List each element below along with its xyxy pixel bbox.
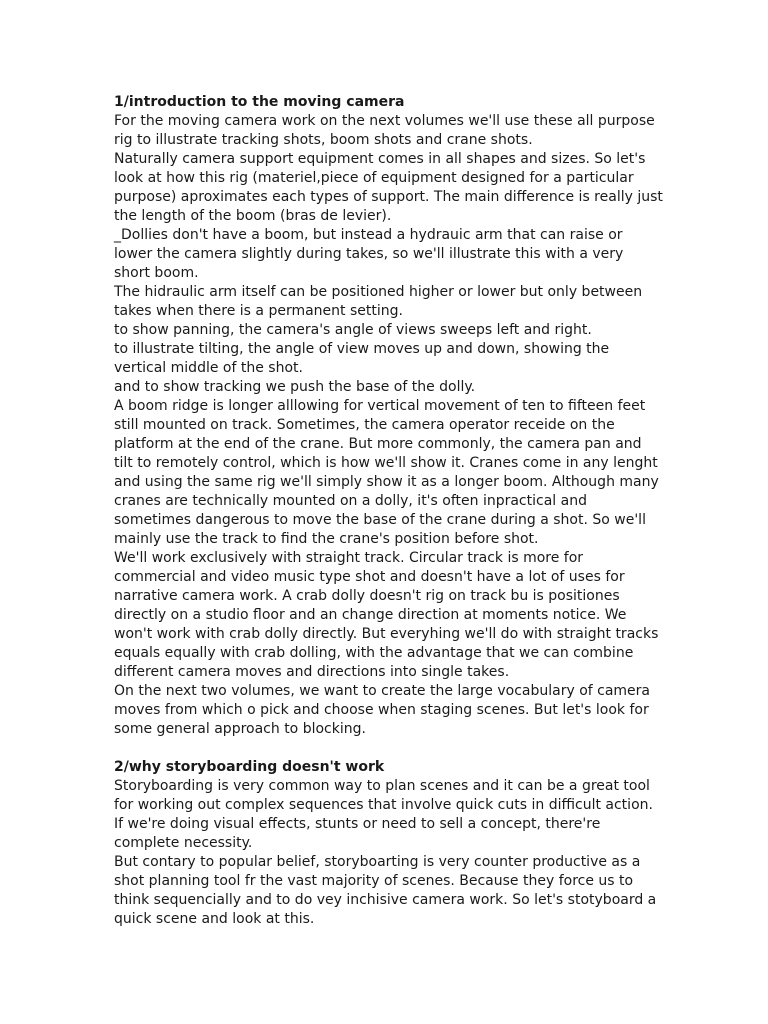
- text-line: The hidraulic arm itself can be positioned higher or lower but only between: [114, 284, 643, 300]
- text-line: won't work with crab dolly directly. But everyhing we'll do with straight tracks: [114, 626, 659, 642]
- text-line: think sequencially and to do vey inchisive camera work. So let's stotyboard a: [114, 892, 657, 908]
- text-line: narrative camera work. A crab dolly doesn't rig on track bu is positiones: [114, 588, 620, 604]
- text-line: directly on a studio floor and an change direction at moments notice. We: [114, 607, 627, 623]
- text-line: still mounted on track. Sometimes, the camera operator receide on the: [114, 417, 615, 433]
- text-line: mainly use the track to find the crane's position before shot.: [114, 531, 539, 547]
- text-line: lower the camera slightly during takes, so we'll illustrate this with a very: [114, 246, 624, 262]
- text-line: equals equally with crab dolling, with the advantage that we can combine: [114, 645, 634, 661]
- text-line: platform at the end of the crane. But more commonly, the camera pan and: [114, 436, 642, 452]
- text-line: tilt to remotely control, which is how we'll show it. Cranes come in any lenght: [114, 455, 658, 471]
- section-heading: 1/introduction to the moving camera: [114, 94, 405, 110]
- text-line: and to show tracking we push the base of the dolly.: [114, 379, 476, 395]
- text-line: A boom ridge is longer alllowing for vertical movement of ten to fifteen feet: [114, 398, 646, 414]
- section-heading: 2/why storyboarding doesn't work: [114, 759, 385, 775]
- text-line: purpose) aproximates each types of support. The main difference is really just: [114, 189, 663, 205]
- text-line: shot planning tool fr the vast majority of scenes. Because they force us to: [114, 873, 634, 889]
- text-line: takes when there is a permanent setting.: [114, 303, 403, 319]
- text-line: short boom.: [114, 265, 199, 281]
- text-line: sometimes dangerous to move the base of the crane during a shot. So we'll: [114, 512, 646, 528]
- section-2: [114, 758, 674, 929]
- text-line: to show panning, the camera's angle of views sweeps left and right.: [114, 322, 592, 338]
- text-line: rig to illustrate tracking shots, boom shots and crane shots.: [114, 132, 533, 148]
- text-line: cranes are technically mounted on a dolly, it's often inpractical and: [114, 493, 587, 509]
- text-line: and using the same rig we'll simply show it as a longer boom. Although many: [114, 474, 659, 490]
- text-line: quick scene and look at this.: [114, 911, 315, 927]
- text-line: On the next two volumes, we want to create the large vocabulary of camera: [114, 683, 651, 699]
- text-line: the length of the boom (bras de levier).: [114, 208, 392, 224]
- text-line: different camera moves and directions into single takes.: [114, 664, 510, 680]
- text-line: For the moving camera work on the next volumes we'll use these all purpose: [114, 113, 655, 129]
- text-line: look at how this rig (materiel,piece of equipment designed for a particular: [114, 170, 634, 186]
- text-line: _Dollies don't have a boom, but instead a hydrauic arm that can raise or: [114, 227, 623, 243]
- text-line: complete necessity.: [114, 835, 253, 851]
- text-line: Storyboarding is very common way to plan scenes and it can be a great tool: [114, 778, 650, 794]
- text-line: moves from which o pick and choose when staging scenes. But let's look for: [114, 702, 649, 718]
- text-line: But contary to popular belief, storyboarting is very counter productive as a: [114, 854, 641, 870]
- text-line: some general approach to blocking.: [114, 721, 366, 737]
- text-line: to illustrate tilting, the angle of view moves up and down, showing the: [114, 341, 610, 357]
- section-1: [114, 93, 674, 739]
- text-line: commercial and video music type shot and doesn't have a lot of uses for: [114, 569, 625, 585]
- section-spacer: [114, 739, 674, 758]
- text-line: for working out complex sequences that involve quick cuts in difficult action.: [114, 797, 653, 813]
- text-line: vertical middle of the shot.: [114, 360, 303, 376]
- text-line: If we're doing visual effects, stunts or need to sell a concept, there're: [114, 816, 601, 832]
- text-line: Naturally camera support equipment comes in all shapes and sizes. So let's: [114, 151, 646, 167]
- text-line: We'll work exclusively with straight track. Circular track is more for: [114, 550, 584, 566]
- document-body: [114, 93, 674, 929]
